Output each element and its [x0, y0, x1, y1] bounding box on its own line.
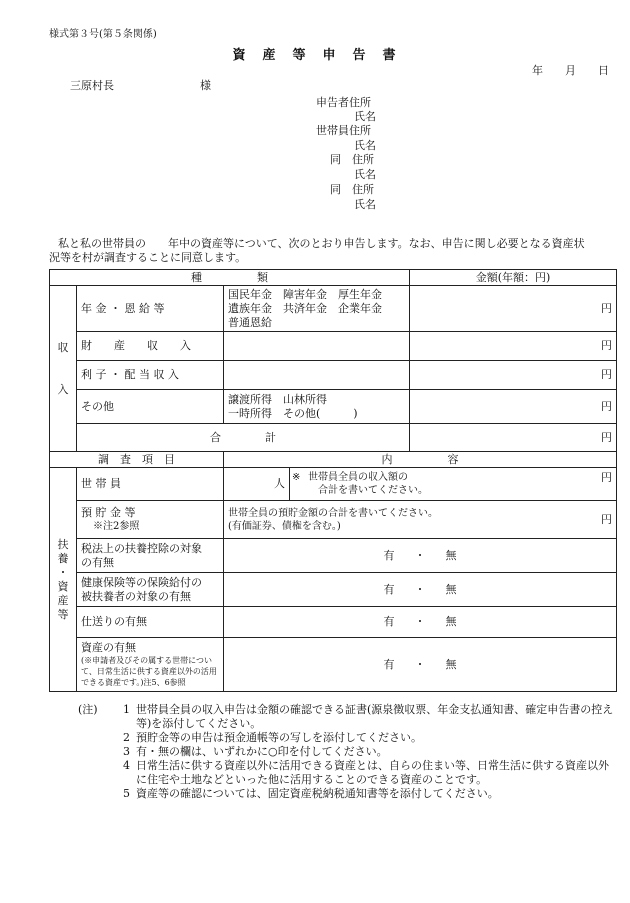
row-detail-other-income: 譲渡所得 山林所得 一時所得 その他( ) — [224, 390, 410, 424]
no-option[interactable]: 無 — [445, 657, 457, 671]
row-label-other-income: その他 — [77, 390, 224, 424]
amount-pension[interactable]: 円 — [410, 286, 617, 332]
note-item: 3 有・無の欄は、いずれかに○印を付してください。 — [123, 745, 388, 758]
amount-total[interactable]: 円 — [410, 424, 617, 452]
row-detail-pension: 国民年金 障害年金 厚生年金 遺族年金 共済年金 企業年金 普通恩給 — [224, 286, 410, 332]
no-option[interactable]: 無 — [445, 548, 457, 562]
addressee: 三原村長 — [70, 79, 114, 92]
header-type: 種 類 — [50, 270, 410, 286]
income-section-label: 収 入 — [50, 286, 77, 452]
note-item: 4 日常生活に供する資産以外に活用できる資産とは、自らの住まい等、日常生活に供する資産以外に住宅や土地などといった他に活用することのできる資産のことです。 — [123, 759, 609, 786]
yes-option[interactable]: 有 — [383, 657, 395, 671]
tax-dependent-label: 税法上の扶養控除の対象 の有無 — [77, 539, 224, 573]
date-field[interactable]: 年 月 日 — [532, 64, 609, 77]
member-address-label: 世帯員住所 — [316, 124, 371, 137]
row-detail-property-income[interactable] — [224, 332, 410, 361]
assets-choice[interactable]: 有 ・ 無 — [224, 638, 617, 692]
header-survey-content: 内 容 — [224, 452, 617, 468]
honorific: 様 — [200, 79, 211, 92]
income-total-label: 合 計 — [77, 424, 410, 452]
amount-property-income[interactable]: 円 — [410, 332, 617, 361]
no-option[interactable]: 無 — [445, 582, 457, 596]
health-insurance-label: 健康保険等の保険給付の 被扶養者の対象の有無 — [77, 573, 224, 607]
member2-address-label: 同 住所 — [330, 153, 374, 166]
member3-name-label: 氏名 — [354, 198, 376, 211]
declaration-line-1: 私と私の世帯員の 年中の資産等について、次のとおり申告します。なお、申告に関し必要となる資産状 — [58, 237, 585, 250]
household-count[interactable]: 人 — [224, 468, 290, 501]
row-label-pension: 年 金 ・ 恩 給 等 — [77, 286, 224, 332]
household-label: 世 帯 員 — [77, 468, 224, 501]
dependents-assets-section-label: 扶 養 ・ 資 産 等 — [50, 468, 77, 692]
header-survey-item: 調 査 項 目 — [50, 452, 224, 468]
row-detail-interest-dividend[interactable] — [224, 361, 410, 390]
note-item: (注) 1 世帯員全員の収入申告は金額の確認できる証書(源泉徴収票、年金支払通知書、確定申告書の控え等)を添付してください。 — [78, 703, 614, 730]
notes — [78, 703, 618, 801]
declaration-line-2: 況等を村が調査することに同意します。 — [49, 251, 247, 264]
row-label-interest-dividend: 利 子 ・ 配 当 収 入 — [77, 361, 224, 390]
yes-option[interactable]: 有 — [383, 615, 395, 628]
note-item: 2 預貯金等の申告は預金通帳等の写しを添付してください。 — [123, 731, 422, 744]
member2-name-label: 氏名 — [354, 168, 376, 181]
remittance-choice[interactable]: 有 ・ 無 — [224, 607, 617, 638]
row-label-property-income: 財 産 収 入 — [77, 332, 224, 361]
no-option[interactable]: 無 — [445, 615, 457, 628]
note-item: 5 資産等の確認については、固定資産税納税通知書等を添付してください。 — [123, 787, 499, 800]
amount-other-income[interactable]: 円 — [410, 390, 617, 424]
household-income-unit: 円 — [601, 471, 612, 484]
note-mark: ※ — [292, 472, 301, 483]
applicant-address-label: 申告者住所 — [316, 96, 371, 109]
amount-interest-dividend[interactable]: 円 — [410, 361, 617, 390]
household-note-text: 世帯員全員の収入額の 合計を書いてください。 — [308, 472, 428, 496]
yes-option[interactable]: 有 — [383, 582, 395, 596]
member3-address-label: 同 住所 — [330, 183, 374, 196]
applicant-name-label: 氏名 — [354, 110, 376, 123]
form-number: 様式第３号(第５条関係) — [49, 29, 157, 40]
remittance-label: 仕送りの有無 — [77, 607, 224, 638]
document-title: 資 産 等 申 告 書 — [232, 48, 398, 63]
yes-option[interactable]: 有 — [383, 548, 395, 562]
assets-label: 資産の有無 (※申請者及びその属する世帯につい て、日常生活に供する資産以外の活用 できる資産です。)注5、6参照 — [77, 638, 224, 692]
health-insurance-choice[interactable]: 有 ・ 無 — [224, 573, 617, 607]
tax-dependent-choice[interactable]: 有 ・ 無 — [224, 539, 617, 573]
declaration-table — [49, 269, 617, 692]
member-name-label: 氏名 — [354, 139, 376, 152]
savings-amount[interactable]: 世帯全員の預貯金額の合計を書いてください。 (有価証券、債権を含む。) 円 — [224, 501, 617, 539]
savings-label: 預 貯 金 等 ※注2参照 — [77, 501, 224, 539]
header-amount: 金額(年額：円) — [410, 270, 617, 286]
household-income-note[interactable] — [290, 468, 617, 501]
